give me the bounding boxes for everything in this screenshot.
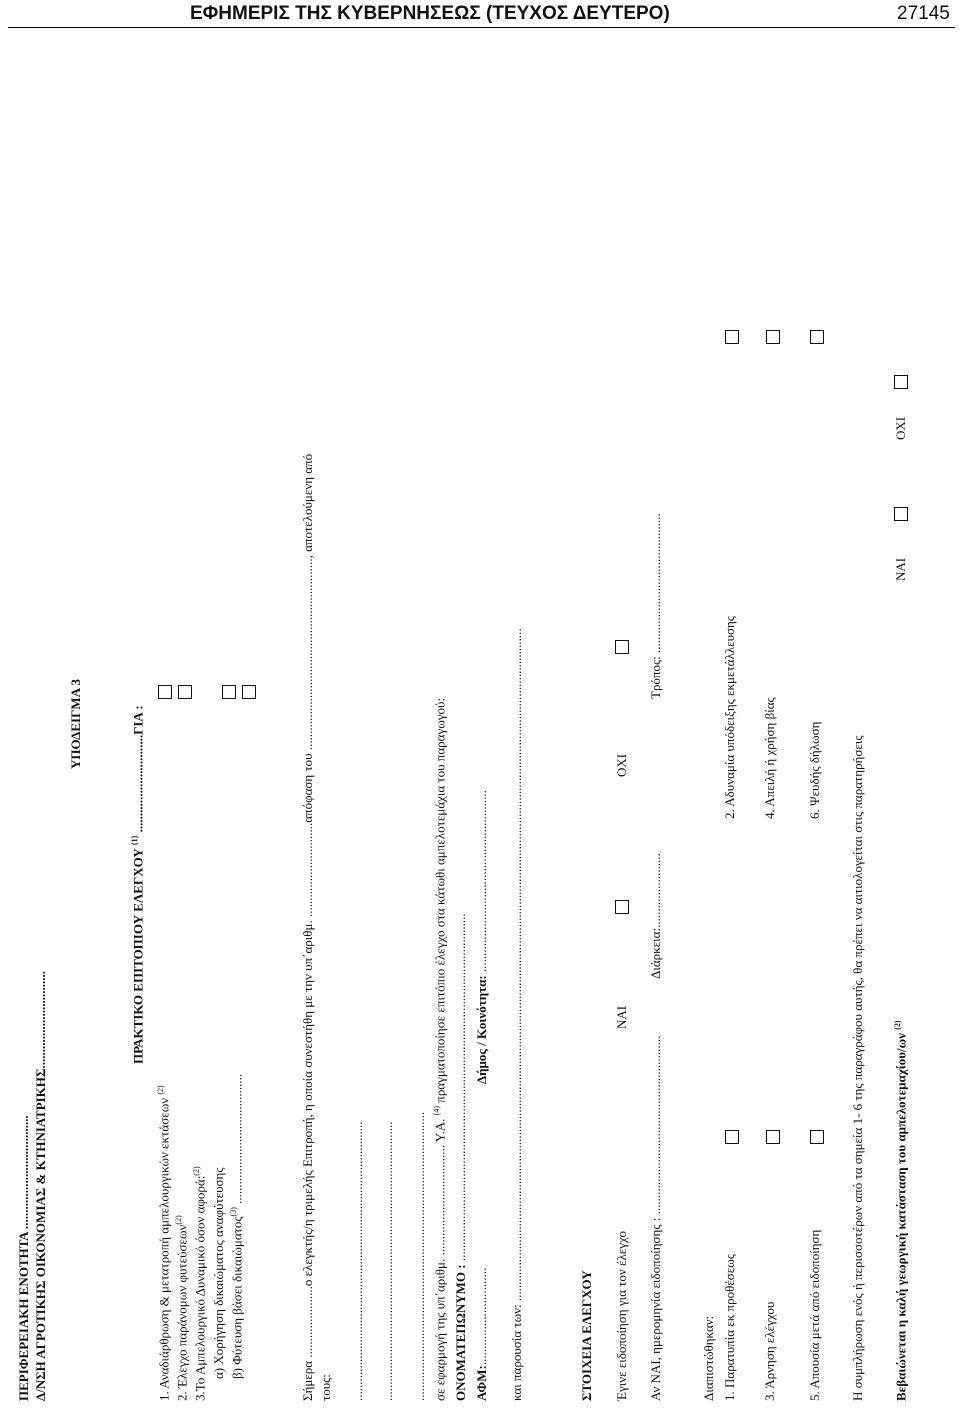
finding-3: 3. Άρνηση ελέγχου [762,1301,777,1401]
item-3a: α) Χορήγηση δικαιώματος αναφύτευσης [211,1167,226,1379]
finding-4-checkbox[interactable] [766,330,780,344]
header-rule [8,27,955,28]
presence-line: και παρουσία των: ............................................................................................................................................................................................................... [509,628,524,1401]
confirm-yes-checkbox[interactable] [894,507,908,521]
afm-line: ΑΦΜ:.............................. [474,1267,489,1401]
item-3b-checkbox[interactable] [242,685,256,699]
record-title: ΠΡΑΚΤΙΚΟ ΕΠΙΤΟΠΙΟΥ ΕΛΕΓΧΟΥ $^{(1)}$ ..............................ΓΙΑ : [130,705,146,1064]
notice-yes-checkbox[interactable] [615,900,629,914]
municipality-line: Δήμος / Κοινότητα: ........................................................ [474,790,489,1084]
finding-2-checkbox[interactable] [725,330,739,344]
notice-yes-label: ΝΑΙ [614,1005,629,1029]
item-2-checkbox[interactable] [178,685,192,699]
finding-4: 4. Απειλή ή χρήση βίας [762,697,777,819]
rotated-form [0,39,960,1419]
finding-6: 6. Ψευδής δήλωση [807,721,822,819]
confirm-no-checkbox[interactable] [894,375,908,389]
application-line: σε εφαρμογή της υπ΄αριθμ. .................................. Υ.Α. $^{(4)}$ πραγματοποίησε επιτόπιο έλεγχο στα κάτωθι αμπελοτεμάχια του παραγωγού: [432,697,448,1401]
member-line-2: ...................................................................................... [380,1121,395,1401]
notice-no-checkbox[interactable] [615,640,629,654]
finding-2: 2. Αδυναμία υπόδειξης εκμετάλλευσης [722,616,737,819]
item-3: 3.Το Αμπελουργικό Δυναμικό όσον αφορά:$^{(2)}$ [192,1166,208,1401]
condition-confirmation: Βεβαιώνεται η καλή γεωργική κατάσταση του αμπελοτεμαχίου/ων $^{(2)}$ [893,1020,909,1401]
region-heading: ΠΕΡΙΦΕΡΕΙΑΚΗ ΕΝΟΤΗΤΑ ................................... [16,1115,31,1401]
confirm-yes-label: ΝΑΙ [893,557,908,581]
member-line-3: ......................................................................................... [412,1111,427,1401]
item-2: 2. Έλεγχο παράνομων φυτεύσεων$^{(2)}$ [174,1215,190,1401]
item-1-checkbox[interactable] [158,685,172,699]
member-line-1: ...................................................................................... [350,1121,365,1401]
duration-line: Διάρκεια:....................... [648,853,663,979]
finding-6-checkbox[interactable] [810,330,824,344]
findings-label: Διαπιστώθηκαν: [701,1315,716,1401]
method-line: Τρόπος: ........................................... [648,513,663,699]
notice-date-line: Αν ΝΑΙ, ημερομηνία ειδοποίησης : ....................................................... [648,1035,663,1401]
finding-3-checkbox[interactable] [766,1130,780,1144]
directorate-heading: Δ/ΝΣΗ ΑΓΡΟΤΙΚΗΣ ΟΙΚΟΝΟΜΙΑΣ & ΚΤΗΝΙΑΤΡΙΚΗΣ.............................. [33,971,48,1401]
today-line: Σήμερα ......................ο ελεγκτής/η τριμελής Επιτροπή, η οποία συνεστήθη με την υπ΄αριθμ. .............................απόφαση του ..........................................................., αποτελούμενη από [300,453,315,1401]
members-label: τους: [318,1374,333,1401]
finding-5-checkbox[interactable] [810,1130,824,1144]
control-heading: ΣΤΟΙΧΕΙΑ ΕΛΕΓΧΟΥ [579,1270,594,1401]
finding-1-checkbox[interactable] [725,1130,739,1144]
finding-1: 1. Παρατυπία εκ προθέσεως [722,1254,737,1401]
gazette-header-title: ΕΦΗΜΕΡΙΣ ΤΗΣ ΚΥΒΕΡΝΗΣΕΩΣ (ΤΕΥΧΟΣ ΔΕΥΤΕΡΟ) [190,3,670,24]
consequence-note: Η συμπλήρωση ενός ή περισσοτέρων από τα σημεία 1- 6 της παραγράφου αυτής, θα πρέπει να αιτιολογείται στις παρατηρήσεις [850,735,865,1401]
item-3b: β) Φύτευση βάσει δικαιώματος$^{(3)}$ ........................................ [229,1073,245,1379]
item-3a-checkbox[interactable] [222,685,236,699]
gazette-page-number: 27145 [897,3,950,24]
confirm-no-label: ΟΧΙ [893,416,908,440]
owner-line: ΟΝΟΜΑΤΕΠΩΝΥΜΟ : ........................................................................................................... [453,913,468,1401]
notice-question: Έγινε ειδοποίηση για τον έλεγχο [614,1231,629,1401]
finding-5: 5. Απουσία μετά από ειδοποίηση [807,1229,822,1401]
item-1: 1. Αναδιάρθρωση & μετατροπή αμπελουργικών εκτάσεων $^{(2)}$ [156,1085,172,1401]
notice-no-label: ΟΧΙ [614,753,629,777]
specimen-title: ΥΠΟΔΕΙΓΜΑ 3 [68,678,83,769]
